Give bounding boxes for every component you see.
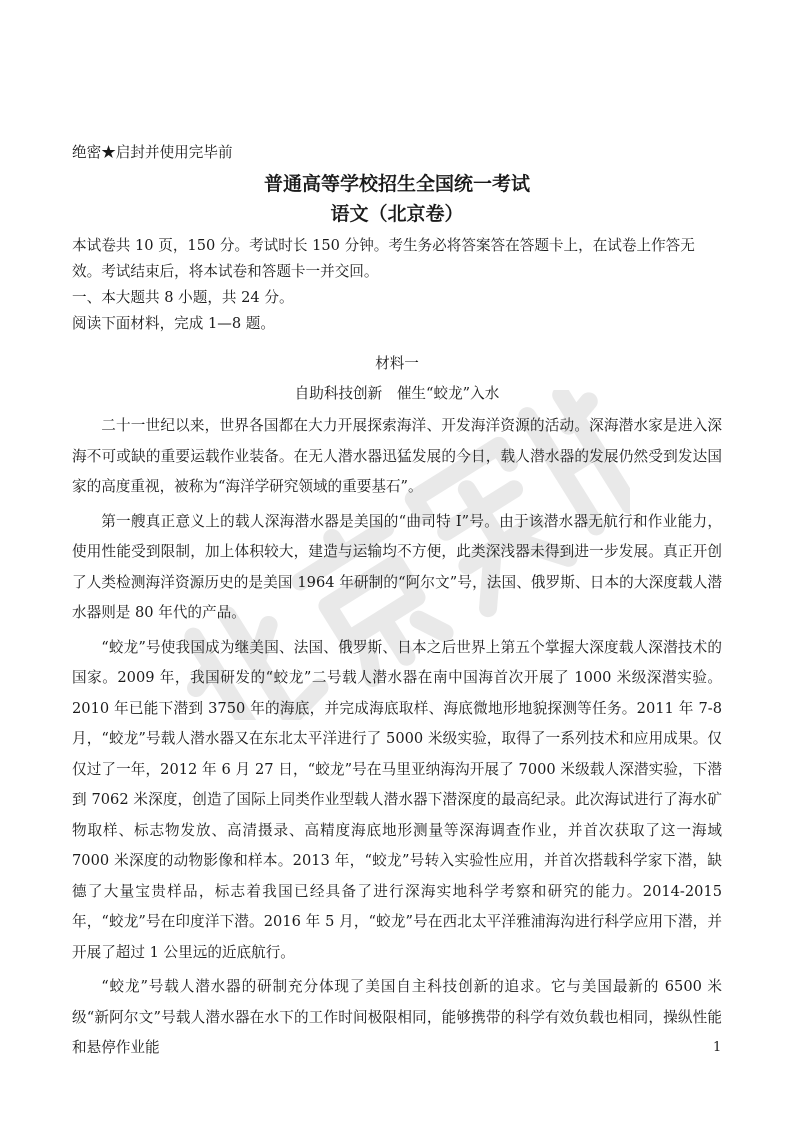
material-paragraph: 二十一世纪以来，世界各国都在大力开展探索海洋、开发海洋资源的活动。深海潜水家是进入深海不可或缺的重要运载作业装备。在无人潜水器迅猛发展的今日，载人潜水器的发展仍然受到发达国家的高度重视，被称为“海洋学研究领域的重要基石”。 bbox=[72, 417, 722, 495]
material-title: 自助科技创新 催生“蛟龙”入水 bbox=[294, 385, 500, 402]
exam-content bbox=[72, 143, 722, 1064]
exam-title: 普通高等学校招生全国统一考试 bbox=[263, 173, 530, 195]
exam-instructions: 本试卷共 10 页，150 分。考试时长 150 分钟。考生务必将答案答在答题卡上，在试卷上作答无效。考试结束后，将本试卷和答题卡一并交回。 bbox=[72, 237, 695, 280]
exam-subtitle: 语文（北京卷） bbox=[330, 203, 464, 225]
material-label: 材料一 bbox=[375, 355, 419, 372]
material-paragraph: “蛟龙”号载人潜水器的研制充分体现了美国自主科技创新的追求。它与美国最新的 6500 米级“新阿尔文”号载人潜水器在水下的工作时间极限相同，能够携带的科学有效负载也相同，操纵性能和悬停作业能 bbox=[72, 978, 722, 1056]
material-paragraph: 第一艘真正意义上的载人深海潜水器是美国的“曲司特 I”号。由于该潜水器无航行和作业能力，使用性能受到限制，加上体积较大，建造与运输均不方便，此类深浅器未得到进一步发展。真正开创了人类检测海洋资源历史的是美国 1964 年研制的“阿尔文”号，法国、俄罗斯、日本的大深度载人潜水器则是 80 年代的产品。 bbox=[72, 512, 722, 621]
material-paragraph: “蛟龙”号使我国成为继美国、法国、俄罗斯、日本之后世界上第五个掌握大深度载人深潜技术的国家。2009 年，我国研发的“蛟龙”二号载人潜水器在南中国海首次开展了 1000 米级深潜实验。2010 年已能下潜到 3750 年的海底，并完成海底取样、海底微地形地貌探测等任务。2011 年 7-8 月，“蛟龙”号载人潜水器又在东北太平洋进行了 5000 米级实验，取得了一系列技术和应用成果。仅仅过了一年，2012 年 6 月 27 日，“蛟龙”号在马里亚纳海沟开展了 7000 米级载人深潜实验，下潜到 7062 米深度，创造了国际上同类作业型载人潜水器下潜深度的最高纪录。此次海试进行了海水矿物取样、标志物发放、高清摄录、高精度海底地形测量等深海调查作业，并首次获取了这一海域 7000 米深度的动物影像和样本。2013 年，“蛟龙”号转入实验性应用，并首次搭载科学家下潜，缺德了大量宝贵样品，标志着我国已经具备了进行深海实地科学考察和研究的能力。2014-2015 年，“蛟龙”号在印度洋下潜。2016 年 5 月，“蛟龙”号在西北太平洋雅浦海沟进行科学应用下潜，并开展了超过 1 公里远的近底航行。 bbox=[72, 638, 722, 961]
confidential-notice: 绝密★启封并使用完毕前 bbox=[72, 144, 233, 161]
section-direction: 阅读下面材料，完成 1—8 题。 bbox=[72, 315, 275, 332]
page-number: 1 bbox=[713, 1040, 722, 1055]
section-heading: 一、本大题共 8 小题，共 24 分。 bbox=[72, 289, 294, 306]
